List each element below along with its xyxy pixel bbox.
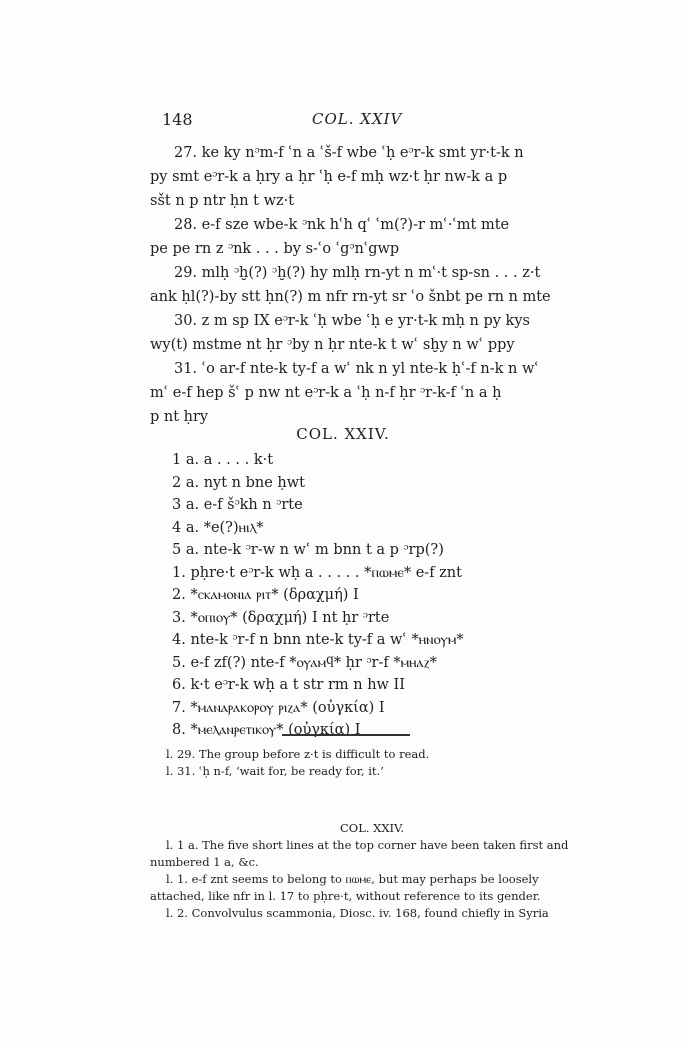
text-line: 5. e-f zf(?) nte-f *ⲟⲩⲁⲙϥ* ḥr ᵓr-f *ⲙⲏⲁⲍ* xyxy=(172,654,437,671)
text-line: 28. e-f sze wbe-k ᵓnk hʿh qʿ ʿm(?)-r mʿ·ʿmt mte xyxy=(174,217,510,233)
text-line: py smt eᵓr-k a ḥry a ḥr ʿḥ e-f mḥ wz·t ḥr nw-k a p xyxy=(150,169,508,185)
column-heading: COL. XXIV. xyxy=(296,425,390,443)
text-line: 2 a. nyt n bne ḥwt xyxy=(172,474,305,491)
footnote-line: attached, like nfr in l. 17 to pḥre·t, without reference to its gender. xyxy=(150,889,541,903)
column-text-block xyxy=(172,449,592,742)
text-line: p nt ḥry xyxy=(150,409,209,425)
text-line: mʿ e-f hep šʿ p nw nt eᵓr-k a ʿḥ n-f ḥr ᵓr-k-f ʿn a ḥ xyxy=(150,385,502,401)
text-line: 6. k·t eᵓr-k wḥ a t str rm n hw II xyxy=(172,677,406,693)
text-line: 5 a. nte-k ᵓr-w n wʿ m bnn t a p ᵓrp(?) xyxy=(172,542,444,558)
section-divider xyxy=(282,734,410,736)
text-line: 27. ke ky nᵓm-f ʿn a ʿš-f wbe ʿḥ eᵓr-k smt yr·t-k n xyxy=(174,145,524,161)
footnotes-column xyxy=(150,820,594,922)
verso-text-block xyxy=(150,141,594,429)
text-line: 30. z m sp IX eᵓr-k ʿḥ wbe ʿḥ e yr·t-k mḥ n py kys xyxy=(174,313,530,329)
footnote-line: l. 29. The group before z·t is difficult to read. xyxy=(166,747,430,761)
footnote-line: numbered 1 a, &c. xyxy=(150,855,259,869)
text-line: sšt n p ntr ḥn t wz·t xyxy=(150,193,295,209)
text-line: 4. nte-k ᵓr-f n bnn nte-k ty-f a wʿ *ⲏⲛⲟⲩⲙ* xyxy=(172,632,464,648)
text-line: pe pe rn z ᵓnk . . . by s-ʿo ʿgᵓnʿgwp xyxy=(150,241,400,257)
text-line: 1. pḥre·t eᵓr-k wḥ a . . . . . *ⲡⲱⲙⲉ* e-f znt xyxy=(172,564,462,581)
text-line: wy(t) mstme nt ḥr ᵓby n ḥr nte-k t wʿ sḫy n wʿ ppy xyxy=(150,337,515,353)
text-line: 1 a. a . . . . k·t xyxy=(172,452,274,468)
footnote-line: l. 1 a. The five short lines at the top corner have been taken first and xyxy=(166,838,569,852)
text-line: 3 a. e-f šᵓkh n ᵓrte xyxy=(172,497,303,513)
text-line: 31. ʿo ar-f nte-k ty-f a wʿ nk n yl nte-k ḥʿ-f n-k n wʿ xyxy=(174,361,539,377)
text-line: 3. *ⲟⲡⲓⲟⲩ* (δραχμή) I nt ḥr ᵓrte xyxy=(172,609,390,626)
footnotes-heading: COL. XXIV. xyxy=(339,821,405,835)
text-line: 4 a. *e(?)ⲏⲓⲗ* xyxy=(172,519,264,536)
footnotes-verso xyxy=(150,746,594,780)
text-line: 2. *ⲥⲕⲁⲙⲟⲛⲓⲁ ⲣⲓⲧ* (δραχμή) I xyxy=(172,587,359,603)
footnote-line: l. 31. ʿḥ n-f, ‘wait for, be ready for, it.’ xyxy=(166,764,384,778)
text-line: 7. *ⲙⲁⲛⲁⲣⲁⲕⲟⲣⲟⲩ ⲣⲓⲍⲁ* (οὐγκία) I xyxy=(172,699,385,716)
text-line: ank ḥl(?)-by stt ḥn(?) m nfr rn-yt sr ʿo šnbt pe rn n mte xyxy=(150,289,551,305)
footnote-line: l. 1. e-f znt seems to belong to ⲡⲱⲙⲉ, but may perhaps be loosely xyxy=(166,872,539,886)
text-line: 8. *ⲙⲉⲗⲁⲛⲣⲉⲧⲓⲕⲟⲩ* (οὐγκία) I xyxy=(172,722,361,738)
running-title: COL. XXIV xyxy=(312,110,403,128)
page-number: 148 xyxy=(162,110,193,129)
footnote-line: l. 2. Convolvulus scammonia, Diosc. iv. 168, found chiefly in Syria xyxy=(166,906,549,920)
text-line: 29. mlḥ ᵓḫ(?) ᵓḫ(?) hy mlḥ rn-yt n mʿ·t sp-sn . . . z·t xyxy=(174,265,541,281)
